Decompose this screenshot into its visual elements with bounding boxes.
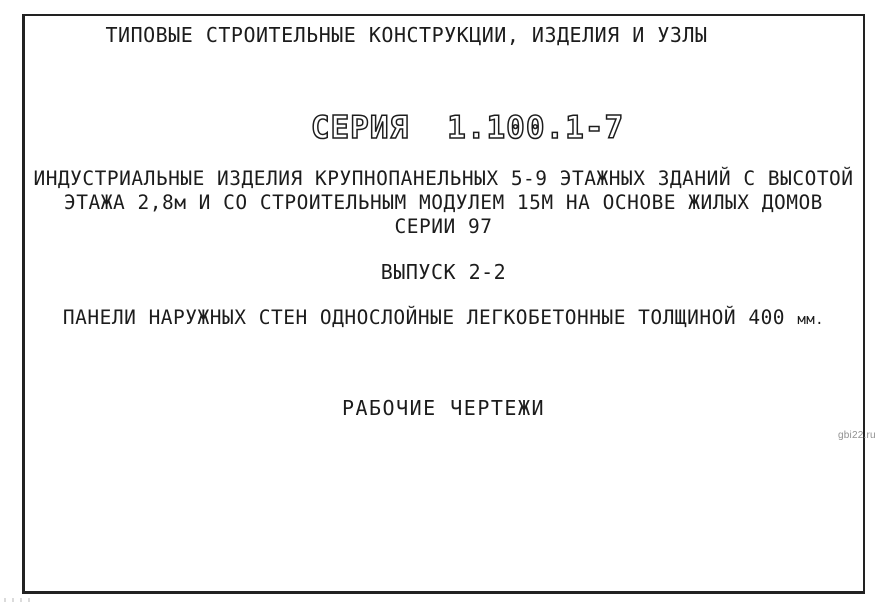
issue-number: ВЫПУСК 2-2 bbox=[380, 260, 507, 284]
subject-title bbox=[22, 306, 865, 329]
subject-unit: мм. bbox=[797, 312, 825, 328]
series-title bbox=[46, 110, 876, 146]
description-line-2: ЭТАЖА 2,8м И СО СТРОИТЕЛЬНЫМ МОДУЛЕМ 15М НА ОСНОВЕ ЖИЛЫХ ДОМОВ bbox=[64, 191, 823, 214]
series-number: 1.100.1-7 bbox=[447, 110, 625, 146]
page-border-frame bbox=[22, 14, 865, 594]
series-label: СЕРИЯ bbox=[310, 110, 410, 146]
scan-artifact bbox=[4, 598, 30, 602]
description-line-1: ИНДУСТРИАЛЬНЫЕ ИЗДЕЛИЯ КРУПНОПАНЕЛЬНЫХ 5-9 ЭТАЖНЫХ ЗДАНИЙ С ВЫСОТОЙ bbox=[33, 167, 854, 190]
document-category-title: ТИПОВЫЕ СТРОИТЕЛЬНЫЕ КОНСТРУКЦИИ, ИЗДЕЛИЯ И УЗЛЫ bbox=[105, 23, 708, 47]
document-type-label: РАБОЧИЕ ЧЕРТЕЖИ bbox=[341, 396, 546, 420]
subject-text: ПАНЕЛИ НАРУЖНЫХ СТЕН ОДНОСЛОЙНЫЕ ЛЕГКОБЕТОННЫЕ ТОЛЩИНОЙ 400 bbox=[62, 306, 786, 329]
site-watermark: gbi22.ru bbox=[838, 430, 876, 441]
description-line-3: СЕРИИ 97 bbox=[394, 215, 493, 238]
